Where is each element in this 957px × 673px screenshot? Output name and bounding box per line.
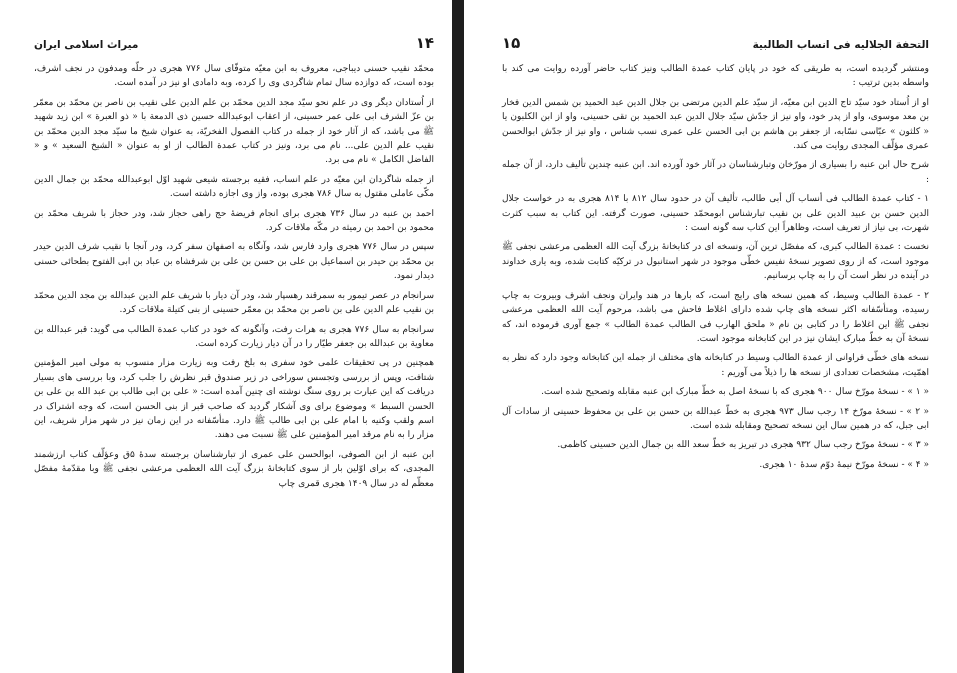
left-page-body <box>34 62 434 491</box>
paragraph: احمد بن عنبه در سال ۷۳۶ هجری برای انجام فریضهٔ حج راهی حجاز شد، ودر حجاز با شریف محمّد بن محمود بن احمد بن رمیثه در مکّه ملاقات کرد. <box>34 208 434 234</box>
paragraph: سرانجام به سال ۷۷۶ هجری به هرات رفت، وآنگونه که خود در کتاب عمدة الطالب می گوید: قبر عبدالله بن معاویة بن عبدالله بن جعفر طیّار را در آن دیار زیارت کرده است. <box>34 324 434 349</box>
paragraph: « ۳ » - نسخهٔ مورّخ رجب سال ۹۳۲ هجری در تبریز به خطّ سعد الله بن جمال الدین حسینی کاظمی. <box>557 440 929 451</box>
paragraph: محمّد نقیب حسنی دیباجی، معروف به ابن معیّه متوفّای سال ۷۷۶ هجری در حلّه ومدفون در نجف اشرف، بوده است، که دوازده سال تمام شاگردی وی را کرده، وبه دامادی او نیز در آمده است. <box>34 64 434 89</box>
paragraph: ومنتشر گردیده است، به طریقی که خود در پایان کتاب عمدة الطالب ونیز کتاب حاضر آورده روایت می کند با واسطه بدین ترتیب : <box>502 64 929 89</box>
paragraph: از اُستادان دیگر وی در علم نحو سیّد مجد الدین محمّد بن علم الدین علی نقیب بن ناصر بن محمّد بن معمّر بن عزّ الشرف ابی علی عمر حسینی، از اعقاب ابوعبدالله حسین ذی الدمعة با « ذو العبرة » ابن زید شهید ﷺ می باشد، که از آثار خود از جمله در کتاب الفصول الفخریّة، به عنوان شیخ ما سیّد مجد الدین محمّد بن نقیب علم الدین علی... نام می برد، ونیز در کتاب عمدة الطالب از او به عنوان « الشیخ السعید » و « الفاضل الکامل » نام می برد. <box>34 97 434 166</box>
paragraph: ۲ - عمدة الطالب وسیط، که همین نسخه های رایج است، که بارها در هند وایران ونجف اشرف وبیروت به چاپ رسیده، ومتأسّفانه اکثر نسخه های چاپ شده دارای اغلاط فاحش می باشد، مرحوم آیت الله العظمی مرعشی نجفی ﷺ این اغلاط را در کتابی بن نام « ملحق الهارب فی الطالب عمدة الطالب » جمع آوری فرموده اند، که نسخهٔ آن به خطّ مبارک ایشان نیز در این کتابخانه موجود است. <box>502 290 929 344</box>
paragraph: « ۲ » - نسخهٔ مورّخ ۱۴ رجب سال ۹۷۳ هجری به خطّ عبدالله بن حسن بن علی بن محفوظ حسینی از سادات آل ابی جبل، که در همین سال این نسخه تصحیح ومقابله شده است. <box>502 406 929 431</box>
right-page-number: ١۵ <box>502 34 521 52</box>
paragraph: « ۴ » - نسخهٔ مورّخ نیمهٔ دوّم سدهٔ ۱۰ هجری. <box>759 459 929 470</box>
paragraph: ابن عنبه از ابن الصوفی، ابوالحسن علی عمری از تبارشناسان برجسته سدهٔ ۵ق وعؤلّف کتاب ارزشمند المجدی، که برای اوّلین بار از سوی کتابخانهٔ بزرگ آیت الله العظمی مرعشی نجفی ﷺ وبا مقدّمهٔ مفصّل معظّم له در سال ۱۴۰۹ هجری قمری چاپ <box>34 449 434 489</box>
paragraph: او از اُستاد خود سیّد تاج الدین ابن معیّه، از سیّد علم الدین مرتضی بن جلال الدین عبد الحمید بن شمس الدین فخار بن معد موسوی، واو از پدر خود، واو نیز از جدّش سیّد جلال الدین عبد الحمید بن تقی حسینی، واو از ابن الکلبون یا « کلثون » عبّاسی نسّابه، از جعفر بن هاشم بن ابی الحسن علی عمری نسب شناس ، واو نیز از جدّش ابوالحسن عمری مؤلّف المجدی روایت می کند. <box>502 97 929 152</box>
paragraph: سپس در سال ۷۷۶ هجری وارد فارس شد، وآنگاه به اصفهان سفر کرد، ودر آنجا با نقیب شرف الدین حیدر بن محمّد بن حیدر بن اسماعیل بن علی بن حسن بن علی بن شرفشاه بن عباد بن ابی الفتوح بطحائی حسنی دیدار نمود. <box>34 242 434 282</box>
left-page-header <box>34 34 434 56</box>
paragraph: شرح حال ابن عنبه را بسیاری از مورّخان وتبارشناسان در آثار خود آورده اند. ابن عنبه چندین تألیف دارد، از آن جمله : <box>502 160 929 185</box>
paragraph: همچنین در پی تحقیقات علمی خود سفری به بلخ رفت وبه زیارت مزار منسوب به مولی امیر المؤمنین شتافت، وپس از بررسی وتجسس سوراخی در زیر صندوق قبر نظرش را جلب کرد، وبا بررسی های بسیار دریافت که این عبارت بر روی سنگ نوشته ای چنین آمده است: « علی بن ابی طالب بن عبد الله بن علی بن الحسن السبط » وموضوع برای وی آشکار گردید که صاحب قبر از بنی الحسن است، که وجه اشتراک در اسم ولقب وکنیه با امام علی بن ابی طالب ﷺ دارد. متأسّفانه در این زمان نیز در شهر مزار شریف، این مزار را به نام مرقد امیر المؤمنین علی ﷺ نسبت می دهند. <box>34 358 434 441</box>
right-page-body <box>502 62 929 472</box>
book-gutter <box>452 0 464 673</box>
left-page <box>0 0 452 673</box>
paragraph: « ۱ » - نسخهٔ مورّخ سال ۹۰۰ هجری که با نسخهٔ اصل به خطّ مبارک ابن عنبه مقابله وتصحیح شده است. <box>541 387 929 398</box>
paragraph: نخست : عمدة الطالب کبری، که مفصّل ترین آن، ونسخه ای در کتابخانهٔ بزرگ آیت الله العظمی مرعشی نجفی ﷺ موجود است، که از روی تصویر نسخهٔ نفیس خطّی موجود در شهر استانبول در ترکیّه کتابت شده، وبه یاری خداوند در آینده در نظر است آن را به چاپ برسانیم. <box>502 242 929 282</box>
paragraph: سرانجام در عصر تیمور به سمرقند رهسپار شد، ودر آن دیار با شریف علم الدین عبدالله بن مجد الدین محمّد بن نقیب علم الدین علی بن ناصر بن محمّد بن معمّر حسینی از بنی کتیلة ملاقات کرد. <box>34 290 434 316</box>
left-page-number: ١۴ <box>415 34 434 52</box>
paragraph: نسخه های خطّی فراوانی از عمدة الطالب وسیط در کتابخانه های مختلف از جمله این کتابخانه وجود دارد که نظر به اهمّیت، مشخصات تعدادی از نسخه ها را ذیلاً می آوریم : <box>502 353 929 378</box>
right-page-header <box>502 34 929 56</box>
left-running-title: میراث اسلامی ایران <box>34 39 139 51</box>
right-page <box>464 0 957 673</box>
right-running-title: التحفة الجلالیه فی انساب الطالبیة <box>752 39 929 51</box>
paragraph: ۱ - کتاب عمدة الطالب فی أنساب آل أبی طالب، تألیف آن در حدود سال ۸۱۲ با ۸۱۴ هجری به در خواست جلال الدین حسن بن عبید الدین علی بن نقیب تبارشناس ابومحمّد حسینی، صورت گرفته. این کتاب به سبب کثرت شهرت، بی نیاز از تعریف است، وظاهراً این کتاب سه گونه است : <box>502 194 930 234</box>
paragraph: از جمله شاگردان ابن معیّه در علم انساب، فقیه برجسته شیعی شهید اوّل ابوعبدالله محمّد بن جمال الدین مکّی عاملی مقتول به سال ۷۸۶ هجری بوده، واز وی اجازه داشته است. <box>34 174 434 200</box>
